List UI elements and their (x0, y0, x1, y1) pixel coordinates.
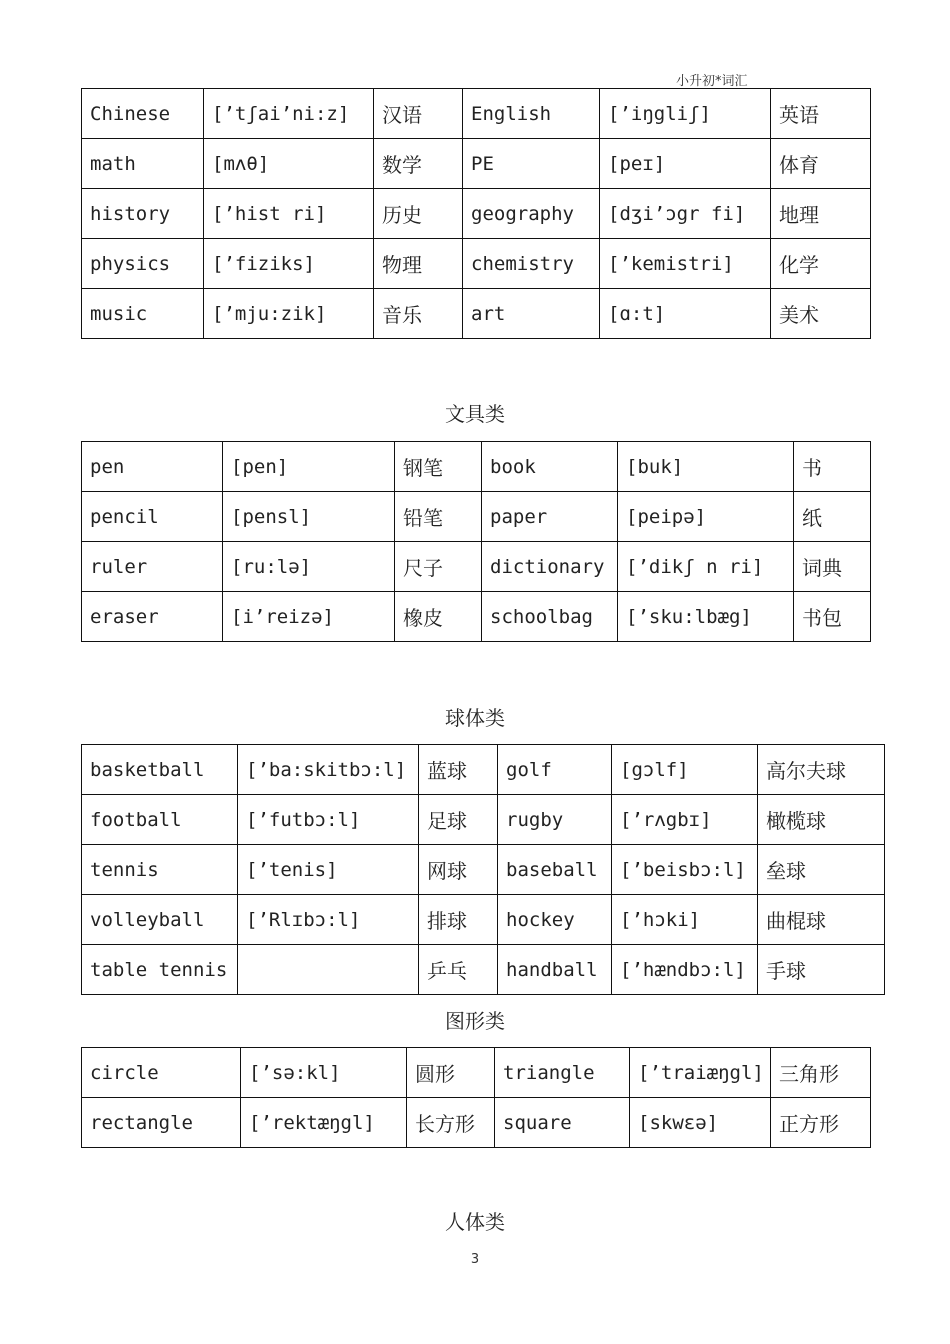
table-row (82, 592, 871, 642)
english-word-cell: hockey (498, 895, 612, 945)
english-word-cell: eraser (82, 592, 223, 642)
chinese-meaning-cell: 铅笔 (395, 492, 482, 542)
english-word-cell: history (82, 189, 204, 239)
phonetic-cell: [’mju:zik] (204, 289, 374, 339)
english-word-cell: pencil (82, 492, 223, 542)
table-row (82, 89, 871, 139)
chinese-meaning-cell: 历史 (374, 189, 463, 239)
phonetic-cell: [’dikʃ n ri] (618, 542, 794, 592)
english-word-cell: physics (82, 239, 204, 289)
phonetic-cell: [ɑ:t] (600, 289, 771, 339)
chinese-meaning-cell: 高尔夫球 (758, 745, 885, 795)
chinese-meaning-cell: 物理 (374, 239, 463, 289)
table-row (82, 289, 871, 339)
english-word-cell: PE (463, 139, 600, 189)
phonetic-cell: [’tʃai’ni:z] (204, 89, 374, 139)
english-word-cell: triangle (495, 1048, 630, 1098)
chinese-meaning-cell: 尺子 (395, 542, 482, 592)
phonetic-cell: [’sku:lbæg] (618, 592, 794, 642)
chinese-meaning-cell: 体育 (771, 139, 871, 189)
english-word-cell: golf (498, 745, 612, 795)
chinese-meaning-cell: 橄榄球 (758, 795, 885, 845)
table-row (82, 845, 885, 895)
chinese-meaning-cell: 垒球 (758, 845, 885, 895)
shapes-section-title: 图形类 (445, 1009, 505, 1033)
phonetic-cell: [buk] (618, 442, 794, 492)
chinese-meaning-cell: 词典 (794, 542, 871, 592)
subjects-table (81, 88, 871, 339)
table-row (82, 492, 871, 542)
english-word-cell: ruler (82, 542, 223, 592)
phonetic-cell: [’hɔki] (612, 895, 758, 945)
english-word-cell: music (82, 289, 204, 339)
english-word-cell: rugby (498, 795, 612, 845)
chinese-meaning-cell: 网球 (419, 845, 498, 895)
chinese-meaning-cell: 音乐 (374, 289, 463, 339)
chinese-meaning-cell: 纸 (794, 492, 871, 542)
phonetic-cell: [’ba:skitbɔ:l] (238, 745, 419, 795)
chinese-meaning-cell: 汉语 (374, 89, 463, 139)
english-word-cell: dictionary (482, 542, 618, 592)
english-word-cell: paper (482, 492, 618, 542)
english-word-cell: table tennis (82, 945, 238, 995)
table-row (82, 895, 885, 945)
phonetic-cell: [’beisbɔ:l] (612, 845, 758, 895)
phonetic-cell: [’hist ri] (204, 189, 374, 239)
table-row (82, 1048, 871, 1098)
english-word-cell: square (495, 1098, 630, 1148)
chinese-meaning-cell: 圆形 (407, 1048, 495, 1098)
chinese-meaning-cell: 书 (794, 442, 871, 492)
phonetic-cell: [’Rlɪbɔ:l] (238, 895, 419, 945)
chinese-meaning-cell: 正方形 (771, 1098, 871, 1148)
phonetic-cell: [peɪ] (600, 139, 771, 189)
shapes-table (81, 1047, 871, 1148)
english-word-cell: chemistry (463, 239, 600, 289)
phonetic-cell (238, 945, 419, 995)
chinese-meaning-cell: 数学 (374, 139, 463, 189)
chinese-meaning-cell: 乒乓 (419, 945, 498, 995)
phonetic-cell: [skwɛə] (630, 1098, 771, 1148)
english-word-cell: football (82, 795, 238, 845)
phonetic-cell: [’hændbɔ:l] (612, 945, 758, 995)
table-row (82, 945, 885, 995)
chinese-meaning-cell: 曲棍球 (758, 895, 885, 945)
chinese-meaning-cell: 蓝球 (419, 745, 498, 795)
stationery-section-title: 文具类 (445, 402, 505, 426)
table-row (82, 442, 871, 492)
chinese-meaning-cell: 排球 (419, 895, 498, 945)
phonetic-cell: [’fiziks] (204, 239, 374, 289)
chinese-meaning-cell: 化学 (771, 239, 871, 289)
phonetic-cell: [mʌθ] (204, 139, 374, 189)
chinese-meaning-cell: 手球 (758, 945, 885, 995)
phonetic-cell: [i’reizə] (223, 592, 395, 642)
phonetic-cell: [gɔlf] (612, 745, 758, 795)
phonetic-cell: [pensl] (223, 492, 395, 542)
table-row (82, 139, 871, 189)
chinese-meaning-cell: 美术 (771, 289, 871, 339)
phonetic-cell: [’futbɔ:l] (238, 795, 419, 845)
english-word-cell: baseball (498, 845, 612, 895)
phonetic-cell: [’kemistri] (600, 239, 771, 289)
chinese-meaning-cell: 长方形 (407, 1098, 495, 1148)
phonetic-cell: [dʒi’ɔgr fi] (600, 189, 771, 239)
stationery-table (81, 441, 871, 642)
english-word-cell: circle (82, 1048, 241, 1098)
chinese-meaning-cell: 钢笔 (395, 442, 482, 492)
chinese-meaning-cell: 橡皮 (395, 592, 482, 642)
phonetic-cell: [’tenis] (238, 845, 419, 895)
phonetic-cell: [’iŋgliʃ] (600, 89, 771, 139)
chinese-meaning-cell: 书包 (794, 592, 871, 642)
english-word-cell: English (463, 89, 600, 139)
english-word-cell: pen (82, 442, 223, 492)
page-number: 3 (470, 1252, 480, 1267)
phonetic-cell: [peipə] (618, 492, 794, 542)
phonetic-cell: [ru:lə] (223, 542, 395, 592)
chinese-meaning-cell: 地理 (771, 189, 871, 239)
table-row (82, 542, 871, 592)
balls-table (81, 744, 885, 995)
english-word-cell: math (82, 139, 204, 189)
chinese-meaning-cell: 足球 (419, 795, 498, 845)
english-word-cell: rectangle (82, 1098, 241, 1148)
table-row (82, 189, 871, 239)
english-word-cell: art (463, 289, 600, 339)
balls-section-title: 球体类 (445, 706, 505, 730)
english-word-cell: schoolbag (482, 592, 618, 642)
table-row (82, 1098, 871, 1148)
header-note: 小升初*词汇 (676, 74, 748, 89)
table-row (82, 745, 885, 795)
table-row (82, 795, 885, 845)
chinese-meaning-cell: 英语 (771, 89, 871, 139)
english-word-cell: geography (463, 189, 600, 239)
phonetic-cell: [pen] (223, 442, 395, 492)
body-section-title: 人体类 (445, 1210, 505, 1234)
english-word-cell: basketball (82, 745, 238, 795)
english-word-cell: book (482, 442, 618, 492)
english-word-cell: Chinese (82, 89, 204, 139)
english-word-cell: tennis (82, 845, 238, 895)
phonetic-cell: [’rektæŋgl] (241, 1098, 407, 1148)
phonetic-cell: [’sə:kl] (241, 1048, 407, 1098)
english-word-cell: handball (498, 945, 612, 995)
phonetic-cell: [’traiæŋgl] (630, 1048, 771, 1098)
phonetic-cell: [’rʌgbɪ] (612, 795, 758, 845)
chinese-meaning-cell: 三角形 (771, 1048, 871, 1098)
table-row (82, 239, 871, 289)
english-word-cell: volleyball (82, 895, 238, 945)
